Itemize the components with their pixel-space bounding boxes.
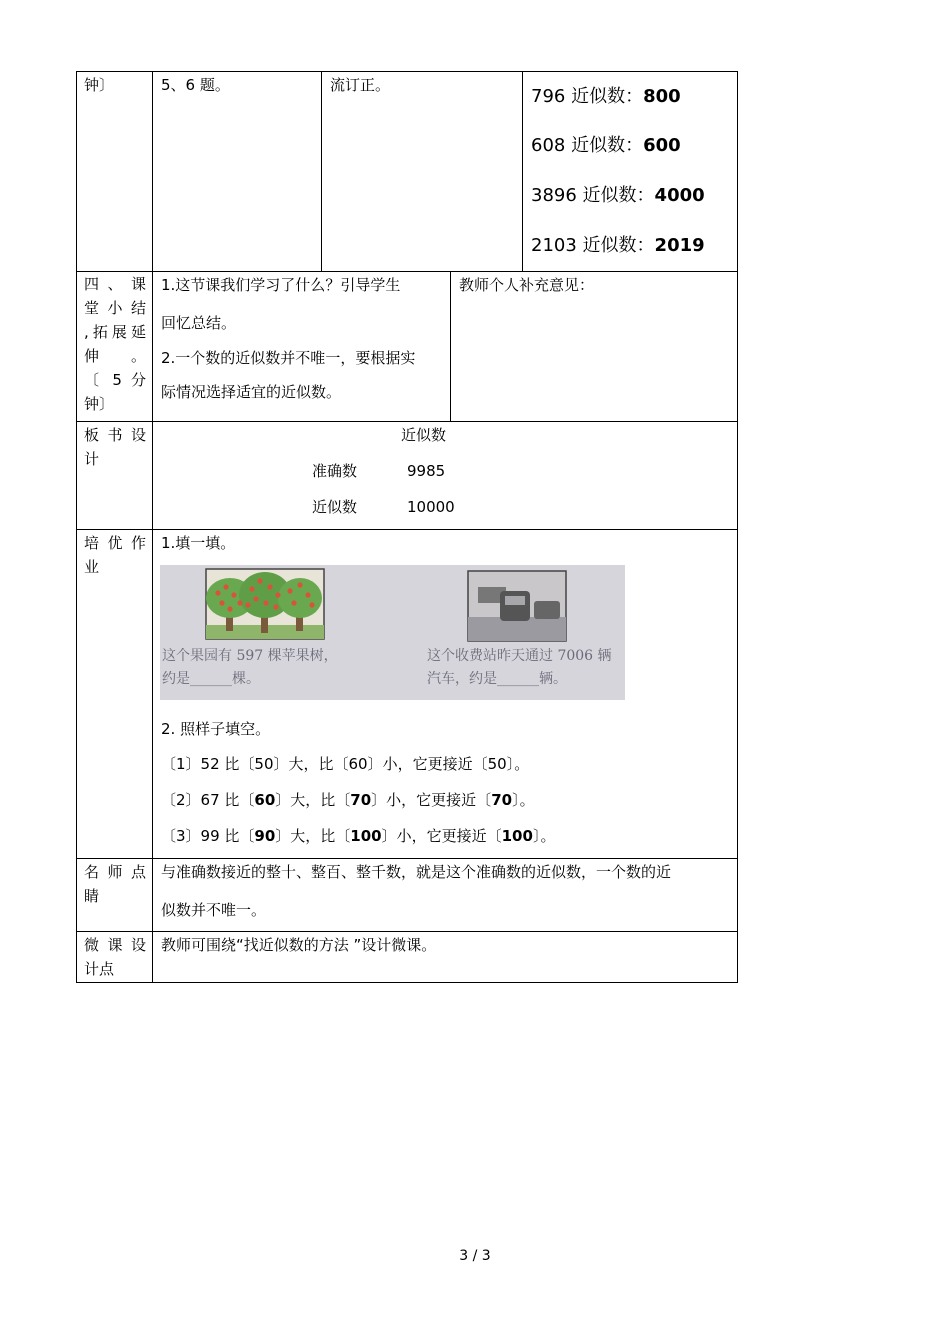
photo-caption-left-1: 这个果园有 597 棵苹果树， xyxy=(162,648,338,664)
photo-caption-left-2: 约是______棵。 xyxy=(162,671,260,687)
row-label-board: 板 书 设 计 xyxy=(84,426,146,468)
table-row-divider xyxy=(76,931,738,932)
board-title: 近似数 xyxy=(401,426,447,444)
summary-line: 1.这节课我们学习了什么？引导学生 xyxy=(161,276,401,294)
textbook-illustration xyxy=(160,565,625,700)
table-col-divider xyxy=(450,271,451,421)
textbook-photo xyxy=(160,565,625,700)
question-2: 2. 照样子填空。 xyxy=(161,720,271,738)
car xyxy=(534,601,560,619)
summary-line: 2.一个数的近似数并不唯一，要根据实 xyxy=(161,349,416,367)
table-border-bottom xyxy=(76,982,738,983)
board-row-name: 准确数 xyxy=(312,462,358,480)
question-1: 1.填一填。 xyxy=(161,534,236,552)
page-number: 3 / 3 xyxy=(459,1248,491,1264)
table-col-divider xyxy=(152,71,153,983)
activity-text: 流订正。 xyxy=(330,76,391,94)
teacher-note-label: 教师个人补充意见： xyxy=(459,276,595,294)
exercise-text: 5、6 题。 xyxy=(161,76,230,94)
table-col-divider xyxy=(522,71,523,271)
tips-line: 与准确数接近的整十、整百、整千数，就是这个准确数的近似数，一个数的近 xyxy=(161,863,672,881)
row-label-summary: 四 、 课 堂 小 结 ,拓展延 伸 。 〔 5 分 钟〕 xyxy=(84,275,146,413)
fill-item: 〔3〕99 比〔90〕大，比〔100〕小，它更接近〔100〕。 xyxy=(161,827,556,845)
photo-caption-right-1: 这个收费站昨天通过 7006 辆 xyxy=(427,648,612,664)
table-border-right xyxy=(737,71,738,983)
approx-line: 608 近似数：600 xyxy=(531,135,681,156)
board-row-value: 9985 xyxy=(407,462,446,480)
row-label-tips: 名 师 点 睛 xyxy=(84,863,146,905)
table-col-divider xyxy=(321,71,322,271)
summary-line: 际情况选择适宜的近似数。 xyxy=(161,383,342,401)
bus xyxy=(500,591,530,621)
tips-line: 似数并不唯一。 xyxy=(161,901,267,919)
approx-line: 796 近似数：800 xyxy=(531,86,681,107)
table-row-divider xyxy=(76,421,738,422)
table-border-left xyxy=(76,71,77,983)
row-label-homework: 培 优 作 业 xyxy=(84,534,146,576)
table-row-divider xyxy=(76,858,738,859)
summary-line: 回忆总结。 xyxy=(161,314,237,332)
approx-line: 3896 近似数：4000 xyxy=(531,185,705,206)
approx-line: 2103 近似数：2019 xyxy=(531,235,705,256)
fill-item: 〔1〕52 比〔50〕大，比〔60〕小，它更接近〔50〕。 xyxy=(161,755,530,773)
row-label-top: 钟〕 xyxy=(84,76,115,94)
micro-text: 教师可围绕“找近似数的方法 ”设计微课。 xyxy=(161,936,437,954)
board-row-name: 近似数 xyxy=(312,498,358,516)
table-row-divider xyxy=(76,271,738,272)
table-row-divider xyxy=(76,529,738,530)
board-row-value: 10000 xyxy=(407,498,455,516)
fill-item: 〔2〕67 比〔60〕大，比〔70〕小，它更接近〔70〕。 xyxy=(161,791,535,809)
table-border-top xyxy=(76,71,738,72)
photo-caption-right-2: 汽车，约是______辆。 xyxy=(427,671,567,687)
row-label-micro: 微 课 设 计点 xyxy=(84,936,146,978)
